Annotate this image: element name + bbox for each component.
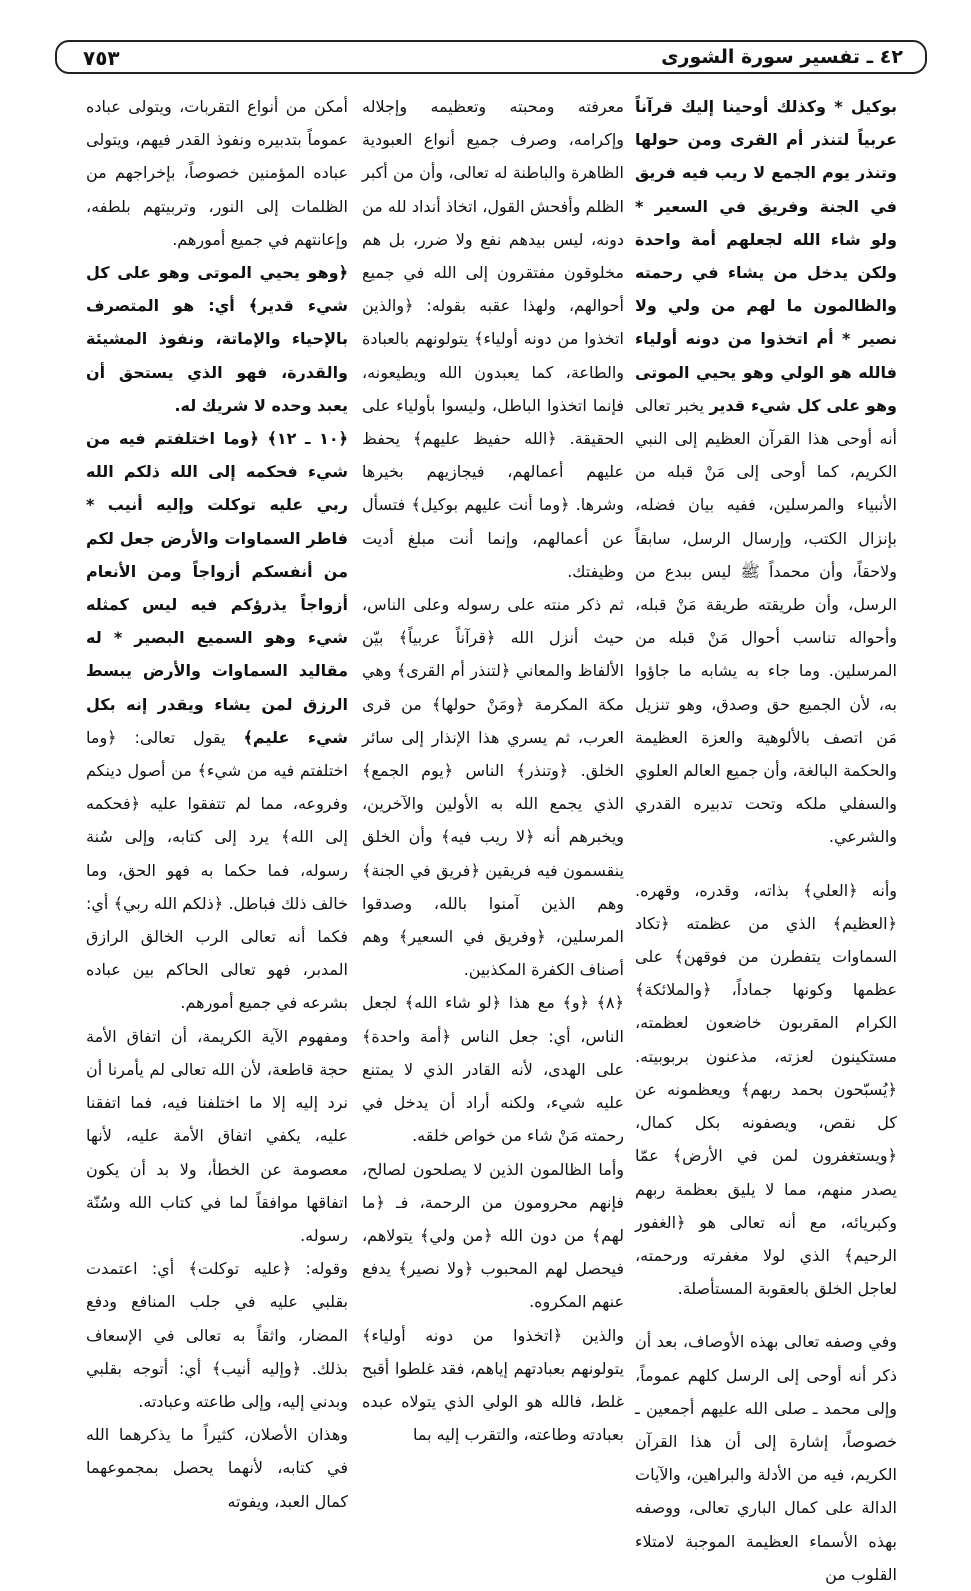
page-header	[55, 40, 927, 74]
paragraph-text: وأنه ﴿العلي﴾ بذاته، وقدره، وقهره. ﴿العظيم﴾ الذي من عظمته ﴿تكاد السماوات يتفطرن من فوقهن﴾ على عظمها وكونها جماداً، ﴿والملائكة﴾ الكرام المقربون خاضعون لعظمته، مستكينون لعزته، مذعنون بربوبيته. ﴿يُسبّحون بحمد ربهم﴾ ويعظمونه عن كل نقص، ويصفونه بكل كمال، ﴿ويستغفرون لمن في الأرض﴾ عمّا يصدر منهم، مما لا يليق بعظمة ربهم وكبريائه، مع أنه تعالى هو ﴿الغفور الرحيم﴾ الذي لولا مغفرته ورحمته، لعاجل الخلق بالعقوبة المستأصلة.	[635, 880, 897, 1299]
text-column-left	[86, 90, 348, 1511]
paragraph-text: أمكن من أنواع التقربات، ويتولى عباده عموماً بتدبيره ونفوذ القدر فيهم، ويتولى عباده المؤمنين خصوصاً، بإخراجهم من الظلمات إلى النور، وتربيتهم بلطفه، وإعانتهم في جميع أمورهم.	[86, 97, 348, 249]
text-column-middle	[362, 90, 624, 1445]
paragraph-text: ومفهوم الآية الكريمة، أن اتفاق الأمة حجة قاطعة، لأن الله تعالى لم يأمرنا أن نرد إليه إلا ما اختلفنا فيه، فما اتفقنا عليه، يكفي اتفاق الأمة عليه، لأنها معصومة عن الخطأ، ولا بد أن يكون اتفاقها موافقاً لما في كتاب الله وسُنّة رسوله.	[86, 1026, 348, 1245]
text-column-right	[635, 90, 898, 1584]
paragraph-text: وفي وصفه تعالى بهذه الأوصاف، بعد أن ذكر أنه أوحى إلى الرسل كلهم عموماً، وإلى محمد ـ صلى الله عليهم أجمعين ـ خصوصاً، إشارة إلى أن هذا القرآن الكريم، فيه من الأدلة والبراهين، والآيات الدالة على كمال الباري تعالى، ووصفه بهذه الأسماء العظيمة الموجبة لامتلاء القلوب من	[635, 1332, 897, 1584]
paragraph-text: ثم ذكر منته على رسوله وعلى الناس، حيث أنزل الله ﴿قرآناً عربياً﴾ بيّن الألفاظ والمعاني ﴿لتنذر أم القرى﴾ وهي مكة المكرمة ﴿ومَنْ حولها﴾ من قرى العرب، ثم يسري هذا الإنذار إلى سائر الخلق. ﴿وتنذر﴾ الناس ﴿يوم الجمع﴾ الذي يجمع الله به الأولين والآخرين، ويخبرهم أنه ﴿لا ريب فيه﴾ وأن الخلق ينقسمون فيه فريقين ﴿فريق في الجنة﴾ وهم الذين آمنوا بالله، وصدقوا المرسلين، ﴿وفريق في السعير﴾ وهم أصناف الكفرة المكذبين.	[362, 595, 624, 980]
running-title: ٤٢ ـ تفسير سورة الشورى	[661, 46, 903, 68]
page-number: ٧٥٣	[83, 46, 120, 70]
paragraph-text: معرفته ومحبته وتعظيمه وإجلاله وإكرامه، وصرف جميع أنواع العبودية الظاهرة والباطنة له تعالى، وأن من أكبر الظلم وأفحش القول، اتخاذ أنداد لله من دونه، ليس بيدهم نفع ولا ضرر، بل هم مخلوقون مفتقرون إلى الله في جميع أحوالهم، ولهذا عقبه بقوله: ﴿والذين اتخذوا من دونه أولياء﴾ يتولونهم بالعبادة والطاعة، كما يعبدون الله ويطيعونه، فإنما اتخذوا الباطل، وليسوا بأولياء على الحقيقة. ﴿الله حفيظ عليهم﴾ يحفظ عليهم أعمالهم، فيجازيهم بخيرها وشرها. ﴿وما أنت عليهم بوكيل﴾ فتسأل عن أعمالهم، وإنما أنت مبلغ أديت وظيفتك.	[362, 97, 624, 581]
verse-text: ﴿وهو يحيي الموتى وهو على كل شيء قدير﴾ أي: هو المتصرف بالإحياء والإماتة، ونفوذ المشيئة والقدرة، فهو الذي يستحق أن يعبد وحده لا شريك له.	[86, 263, 348, 415]
paragraph-text: وأما الظالمون الذين لا يصلحون لصالح، فإنهم محرومون من الرحمة، فـ ﴿ما لهم﴾ من دون الله ﴿من ولي﴾ يتولاهم، فيحصل لهم المحبوب ﴿ولا نصير﴾ يدفع عنهم المكروه.	[362, 1159, 624, 1312]
paragraph-text: ﴿٨﴾ ﴿و﴾ مع هذا ﴿لو شاء الله﴾ لجعل الناس، أي: جعل الناس ﴿أمة واحدة﴾ على الهدى، لأنه القادر الذي لا يمتنع عليه شيء، ولكنه أراد أن يدخل في رحمته مَنْ شاء من خواص خلقه.	[362, 993, 624, 1146]
paragraph-text: يقول تعالى: ﴿وما اختلفتم فيه من شيء﴾ من أصول دينكم وفروعه، مما لم تتفقوا عليه ﴿فحكمه إلى الله﴾ يرد إلى كتابه، وإلى سُنة رسوله، فما حكما به فهو الحق، وما خالف ذلك فباطل. ﴿ذلكم الله ربي﴾ أي: فكما أنه تعالى الرب الخالق الرازق المدبر، فهو تعالى الحاكم بين عباده بشرعه في جميع أمورهم.	[86, 727, 348, 1013]
paragraph-text: يخبر تعالى أنه أوحى هذا القرآن العظيم إلى النبي الكريم، كما أوحى إلى مَنْ قبله من الأنبياء والمرسلين، ففيه بيان فضله، بإنزال الكتب، وإرسال الرسل، سابقاً ولاحقاً، وأن محمداً ﷺ ليس ببدع من الرسل، وأن طريقته طريقة مَنْ قبله، وأحواله تناسب أحوال مَنْ قبله من المرسلين. وما جاء به يشابه ما جاؤوا به، لأن الجميع حق وصدق، وهو تنزيل مَن اتصف بالألوهية والعزة العظيمة والحكمة البالغة، وأن جميع العالم العلوي والسفلي ملكه وتحت تدبيره القدري والشرعي.	[635, 395, 897, 847]
verse-text: ﴿١٠ ـ ١٢﴾ ﴿وما اختلفتم فيه من شيء فحكمه إلى الله ذلكم الله ربي عليه توكلت وإليه أنيب * فاطر السماوات والأرض جعل لكم من أنفسكم أزواجاً ومن الأنعام أزواجاً يذرؤكم فيه ليس كمثله شيء وهو السميع البصير * له مقاليد السماوات والأرض يبسط الرزق لمن يشاء ويقدر إنه بكل شيء عليم﴾	[86, 429, 348, 747]
verse-text: بوكيل * وكذلك أوحينا إليك قرآناً عربياً لتنذر أم القرى ومن حولها وتنذر يوم الجمع لا ريب فيه فريق في الجنة وفريق في السعير * ولو شاء الله لجعلهم أمة واحدة ولكن يدخل من يشاء في رحمته والظالمون ما لهم من ولي ولا نصير * أم اتخذوا من دونه أولياء فالله هو الولي وهو يحيي الموتى وهو على كل شيء قدير	[635, 97, 898, 415]
paragraph-text: وقوله: ﴿عليه توكلت﴾ أي: اعتمدت بقلبي عليه في جلب المنافع ودفع المضار، واثقاً به تعالى في الإسعاف بذلك. ﴿وإليه أنيب﴾ أي: أتوجه بقلبي وبدني إليه، وإلى طاعته وعبادته.	[86, 1259, 348, 1411]
paragraph-text: وهذان الأصلان، كثيراً ما يذكرهما الله في كتابه، لأنهما يحصل بمجموعهما كمال العبد، ويفوته	[86, 1425, 348, 1511]
paragraph-text: والذين ﴿اتخذوا من دونه أولياء﴾ يتولونهم بعبادتهم إياهم، فقد غلطوا أقبح غلط، فالله هو الولي الذي يتولاه عبده بعبادته وطاعته، والتقرب إليه بما	[362, 1325, 624, 1445]
